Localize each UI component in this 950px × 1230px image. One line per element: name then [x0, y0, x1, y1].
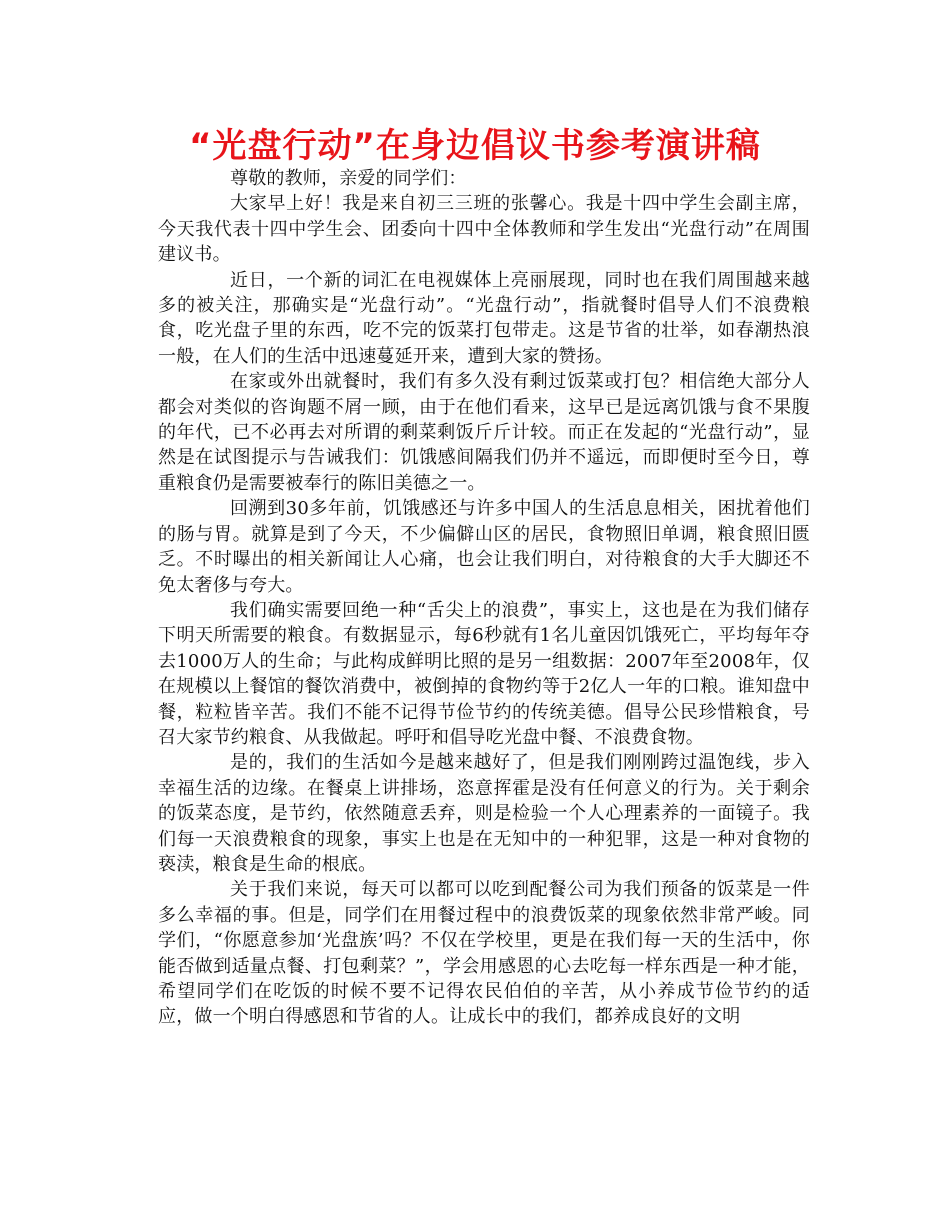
- paragraph: 我们确实需要回绝一种“舌尖上的浪费”，事实上，这也是在为我们储存下明天所需要的粮食。有数据显示，每6秒就有1名儿童因饥饿死亡，平均每年夺去1000万人的生命；与此构成鲜明比照的是另一组数据：2007年至2008年，仅在规模以上餐馆的餐饮消费中，被倒掉的食物约等于2亿人一年的口粮。谁知盘中餐，粒粒皆辛苦。我们不能不记得节俭节约的传统美德。倡导公民珍惜粮食，号召大家节约粮食、从我做起。呼吁和倡导吃光盘中餐、不浪费食物。: [158, 599, 810, 748]
- paragraph: 近日，一个新的词汇在电视媒体上亮丽展现，同时也在我们周围越来越多的被关注，那确实是“光盘行动”。“光盘行动”，指就餐时倡导人们不浪费粮食，吃光盘子里的东西，吃不完的饭菜打包带走。这是节省的壮举，如春潮热浪一般，在人们的生活中迅速蔓延开来，遭到大家的赞扬。: [158, 269, 810, 367]
- paragraph: 关于我们来说，每天可以都可以吃到配餐公司为我们预备的饭菜是一件多么幸福的事。但是，同学们在用餐过程中的浪费饭菜的现象依然非常严峻。同学们，“你愿意参加‘光盘族’吗？不仅在学校里，更是在我们每一天的生活中，你能否做到适量点餐、打包剩菜？”，学会用感恩的心去吃每一样东西是一种才能，希望同学们在吃饭的时候不要不记得农民伯伯的辛苦，从小养成节俭节约的适应，做一个明白得感恩和节省的人。让成长中的我们，都养成良好的文明: [158, 879, 810, 1028]
- greeting: 尊敬的教师，亲爱的同学们：: [230, 168, 467, 189]
- paragraph: 大家早上好！我是来自初三三班的张馨心。我是十四中学生会副主席，今天我代表十四中学生会、团委向十四中全体教师和学生发出“光盘行动”在周围建议书。: [158, 193, 810, 266]
- document-body: [158, 166, 810, 1030]
- paragraph: 回溯到30多年前，饥饿感还与许多中国人的生活息息相关，困扰着他们的肠与胃。就算是到了今天，不少偏僻山区的居民，食物照旧单调，粮食照旧匮乏。不时曝出的相关新闻让人心痛，也会让我们明白，对待粮食的大手大脚还不免太奢侈与夸大。: [158, 498, 810, 596]
- paragraph: 在家或外出就餐时，我们有多久没有剩过饭菜或打包？相信绝大部分人都会对类似的咨询题不屑一顾，由于在他们看来，这早已是远离饥饿与食不果腹的年代，已不必再去对所谓的剩菜剩饭斤斤计较。而正在发起的“光盘行动”，显然是在试图提示与告诫我们：饥饿感间隔我们仍并不遥远，而即便时至今日，尊重粮食仍是需要被奉行的陈旧美德之一。: [158, 371, 810, 494]
- paragraph: 是的，我们的生活如今是越来越好了，但是我们刚刚跨过温饱线，步入幸福生活的边缘。在餐桌上讲排场，恣意挥霍是没有任何意义的行为。关于剩余的饭菜态度，是节约，依然随意丢弃，则是检验一个人心理素养的一面镜子。我们每一天浪费粮食的现象，事实上也是在无知中的一种犯罪，这是一种对食物的亵渎，粮食是生命的根底。: [158, 752, 810, 875]
- document-title: “光盘行动”在身边倡议书参考演讲稿: [189, 126, 761, 166]
